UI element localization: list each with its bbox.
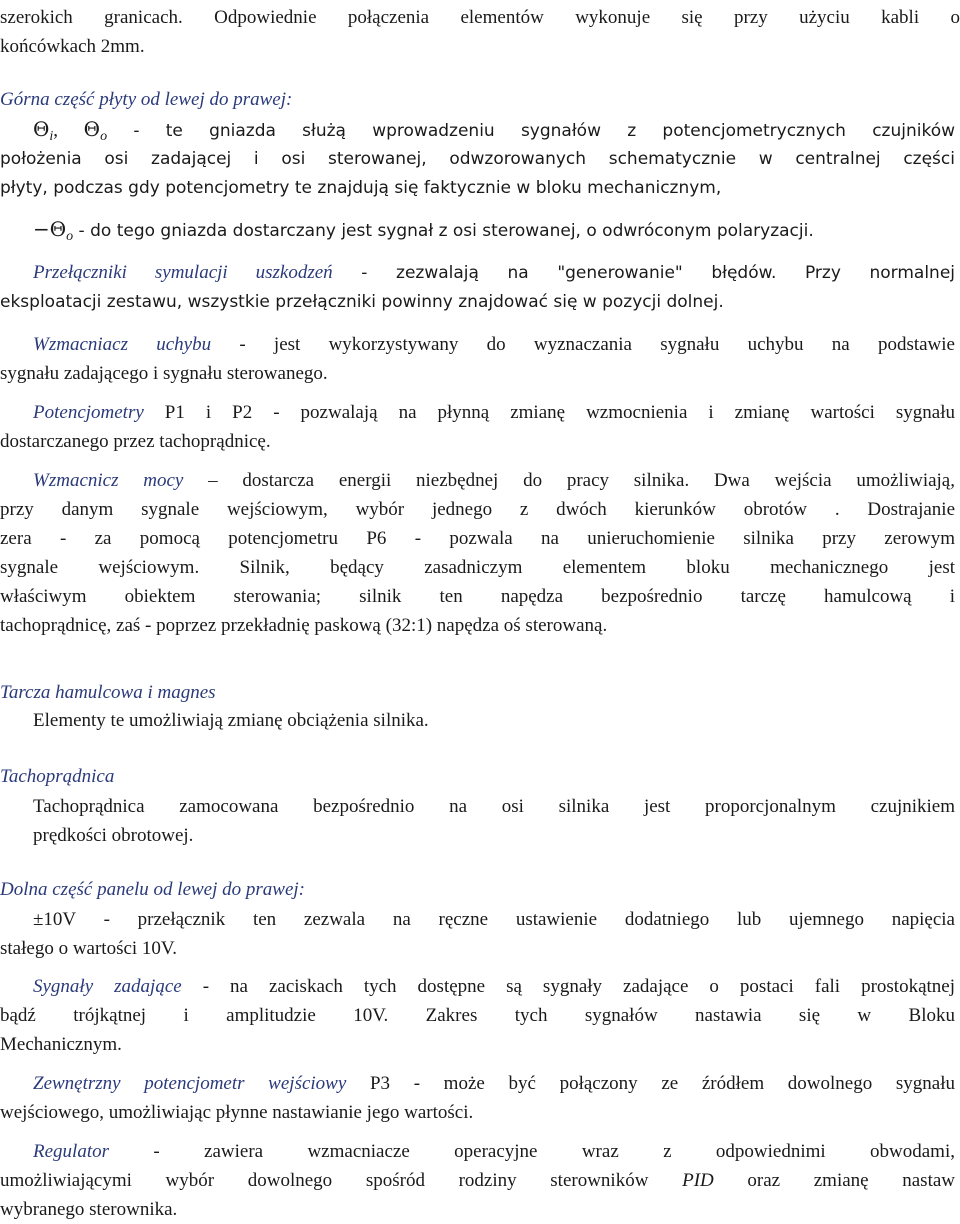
reg-pid: PID bbox=[682, 1170, 714, 1191]
theta-line-3: płyty, podczas gdy potencjometry te znajdują się faktycznie w bloku mechanicznym, bbox=[0, 178, 722, 198]
reg-line-1 bbox=[0, 1137, 955, 1166]
top-section-heading: Górna część płyty od lewej do prawej: bbox=[0, 89, 293, 110]
power-line-2: przy danym sygnale wejściowym, wybór jednego z dwóch kierunków obrotów . Dostrajanie bbox=[0, 499, 955, 520]
regulator-paragraph bbox=[0, 1137, 955, 1224]
signals-text-1: - na zaciskach tych dostępne są sygnały zadające o postaci fali prostokątnej bbox=[181, 976, 955, 997]
bottom-section-heading: Dolna część panelu od lewej do prawej: bbox=[0, 879, 306, 900]
theta-continuation bbox=[0, 145, 955, 203]
error-amp-term: Wzmacniacz uchybu bbox=[33, 334, 212, 355]
pot-paragraph bbox=[0, 398, 955, 456]
tacho-heading: Tachoprądnica bbox=[0, 766, 115, 787]
switches-line-1 bbox=[0, 258, 955, 288]
reg-line-2 bbox=[0, 1166, 955, 1195]
power-amp-paragraph bbox=[0, 466, 955, 640]
intro-line-1: szerokich granicach. Odpowiednie połączenia elementów wykonuje się przy użyciu kabli o bbox=[0, 7, 960, 28]
pm10-text-1: - przełącznik ten zezwala na ręczne ustawienie dodatniego lub ujemnego napięcia bbox=[75, 909, 955, 930]
reg-text-2a: umożliwiającymi wybór dowolnego spośród rodziny sterowników bbox=[0, 1170, 683, 1191]
theta-o-symbol: Θ bbox=[83, 117, 101, 141]
signals-term: Sygnały zadające bbox=[33, 976, 182, 997]
signals-line-3: Mechanicznym. bbox=[0, 1034, 122, 1055]
reg-text-2b: oraz zmianę nastaw bbox=[713, 1170, 956, 1191]
pot-text-1: P1 i P2 - pozwalają na płynną zmianę wzmocnienia i zmianę wartości sygnału bbox=[143, 402, 955, 423]
error-amp-text-1: - jest wykorzystywany do wyznaczania sygnału uchybu na podstawie bbox=[211, 334, 955, 355]
switches-paragraph bbox=[0, 258, 955, 317]
theta-line-2: położenia osi zadającej i osi sterowanej, odwzorowanych schematycznie w centralnej części bbox=[0, 149, 955, 169]
ext-line-2: wejściowego, umożliwiając płynne nastawianie jego wartości. bbox=[0, 1102, 474, 1123]
intro-paragraph bbox=[0, 3, 960, 61]
minus-theta-paragraph bbox=[33, 215, 955, 246]
ext-term: Zewnętrzny potencjometr wejściowy bbox=[33, 1073, 347, 1094]
switches-term: Przełączniki symulacji uszkodzeń bbox=[33, 262, 333, 283]
minus-theta-symbol: −Θ bbox=[33, 217, 67, 241]
sub-i: i bbox=[49, 129, 54, 144]
brake-heading: Tarcza hamulcowa i magnes bbox=[0, 682, 216, 703]
sub-o-2: o bbox=[66, 229, 74, 244]
signals-line-2: bądź trójkątnej i amplitudzie 10V. Zakres tych sygnałów nastawia się w Bloku bbox=[0, 1005, 955, 1026]
switches-line-2: eksploatacji zestawu, wszystkie przełączniki powinny znajdować się w pozycji dolnej. bbox=[0, 292, 724, 312]
signals-paragraph bbox=[0, 972, 955, 1059]
ext-line-1 bbox=[0, 1069, 955, 1098]
error-amp-line-2: sygnału zadającego i sygnału sterowanego. bbox=[0, 363, 328, 384]
brake-text: Elementy te umożliwiają zmianę obciążenia silnika. bbox=[33, 710, 429, 731]
error-amp-paragraph bbox=[0, 330, 955, 388]
reg-term: Regulator bbox=[33, 1141, 109, 1162]
intro-line-2: końcówkach 2mm. bbox=[0, 36, 145, 57]
tacho-line-1: Tachoprądnica zamocowana bezpośrednio na osi silnika jest proporcjonalnym czujnikiem bbox=[33, 796, 955, 817]
power-line-1 bbox=[0, 466, 955, 495]
power-line-3: zera - za pomocą potencjometru P6 - pozwala na unieruchomienie silnika przy zerowym bbox=[0, 528, 955, 549]
sub-o: o bbox=[100, 129, 108, 144]
pm10-line-1 bbox=[0, 905, 955, 934]
power-text-1: – dostarcza energii niezbędnej do pracy silnika. Dwa wejścia umożliwiają, bbox=[183, 470, 955, 491]
pm10-symbol: ±10V bbox=[33, 909, 76, 930]
minus-theta-text: - do tego gniazda dostarczany jest sygnał z osi sterowanej, o odwróconym polaryzacji. bbox=[73, 221, 814, 241]
signals-line-1 bbox=[0, 972, 955, 1001]
power-term: Wzmacnicz mocy bbox=[33, 470, 184, 491]
theta-paragraph bbox=[33, 115, 955, 146]
theta-line-1: $\Theta_i$, $\Theta_o$ - te gniazda służą wprowadzeniu sygnałów z potencjometrycznych czujników bbox=[33, 117, 956, 144]
pm10-paragraph bbox=[0, 905, 955, 963]
power-line-6: tachoprądnicę, zaś - poprzez przekładnię paskową (32:1) napędza oś sterowaną. bbox=[0, 615, 608, 636]
error-amp-line-1 bbox=[0, 330, 955, 359]
tacho-paragraph bbox=[0, 792, 955, 850]
reg-text-1: - zawiera wzmacniacze operacyjne wraz z odpowiednimi obwodami, bbox=[109, 1141, 955, 1162]
ext-text-1: P3 - może być połączony ze źródłem dowolnego sygnału bbox=[346, 1073, 955, 1094]
tacho-line-2: prędkości obrotowej. bbox=[33, 825, 194, 846]
power-line-5: właściwym obiektem sterowania; silnik ten napędza bezpośrednio tarczę hamulcową i bbox=[0, 586, 955, 607]
pot-term: Potencjometry bbox=[33, 402, 144, 423]
reg-line-3: wybranego sterownika. bbox=[0, 1199, 178, 1220]
pm10-line-2: stałego o wartości 10V. bbox=[0, 938, 177, 959]
pot-line-2: dostarczanego przez tachoprądnicę. bbox=[0, 431, 271, 452]
switches-text-1: - zezwalają na "generowanie" błędów. Przy normalnej bbox=[332, 263, 955, 283]
pot-line-1 bbox=[0, 398, 955, 427]
power-line-4: sygnale wejściowym. Silnik, będący zasadniczym elementem bloku mechanicznego jest bbox=[0, 557, 955, 578]
ext-pot-paragraph bbox=[0, 1069, 955, 1127]
theta-text-1: - te gniazda służą wprowadzeniu sygnałów z potencjometrycznych czujników bbox=[107, 121, 956, 141]
theta-i-symbol: Θ bbox=[33, 117, 50, 141]
